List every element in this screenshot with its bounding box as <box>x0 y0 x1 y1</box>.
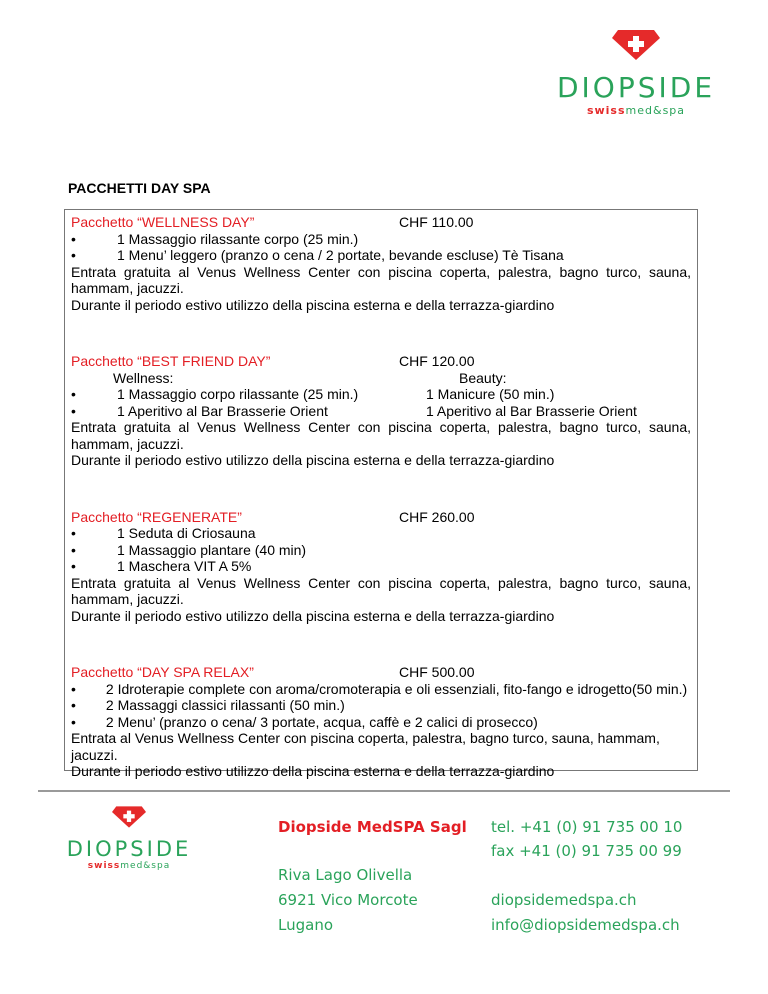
footer-region: Lugano <box>278 916 333 934</box>
package-title: Pacchetto “BEST FRIEND DAY” <box>71 353 271 369</box>
footer-street: Riva Lago Olivella <box>278 866 413 884</box>
brand-name: DIOPSIDE <box>556 71 716 104</box>
column-title-wellness: Wellness: <box>113 369 174 386</box>
logo-footer <box>64 806 194 871</box>
package-price: CHF 120.00 <box>399 353 475 369</box>
list-item: • 1 Massaggio plantare (40 min) <box>71 541 307 558</box>
swiss-cross-gem-icon <box>112 806 146 828</box>
package-price: CHF 110.00 <box>399 214 474 230</box>
package-day-spa-relax <box>71 664 691 780</box>
footer-fax: fax +41 (0) 91 735 00 99 <box>491 842 682 860</box>
list-item: • 1 Massaggio rilassante corpo (25 min.) <box>71 230 359 247</box>
package-summer: Durante il periodo estivo utilizzo della piscina esterna e della terrazza-giardino <box>71 763 555 779</box>
list-item: • 1 Maschera VIT A 5% <box>71 558 252 574</box>
logo-top <box>556 30 716 117</box>
list-item: • 1 Menu’ leggero (pranzo o cena / 2 portate, bevande escluse) Tè Tisana <box>71 247 564 263</box>
package-summer: Durante il periodo estivo utilizzo della piscina esterna e della terrazza-giardino <box>71 296 555 313</box>
list-item: • 1 Aperitivo al Bar Brasserie Orient 1 Aperitivo al Bar Brasserie Orient <box>71 402 637 419</box>
package-wellness-day <box>71 214 691 313</box>
package-title: Pacchetto “DAY SPA RELAX” <box>71 664 254 680</box>
packages-box <box>64 209 698 779</box>
list-item: • 1 Seduta di Criosauna <box>71 525 256 541</box>
brand-tagline: swissmed&spa <box>586 104 686 117</box>
package-entry: Entrata gratuita al Venus Wellness Center con piscina coperta, palestra, bagno turco, sauna, hammam, jacuzzi. <box>71 574 691 607</box>
list-item: • 1 Massaggio corpo rilassante (25 min.) 1 Manicure (50 min.) <box>71 386 555 402</box>
package-best-friend-day <box>71 353 691 469</box>
list-item: • 2 Massaggi classici rilassanti (50 min.) <box>71 697 345 713</box>
footer-divider <box>38 790 730 792</box>
footer-website-link[interactable]: diopsidemedspa.ch <box>491 891 637 909</box>
footer-city: 6921 Vico Morcote <box>278 891 418 909</box>
swiss-cross-gem-icon <box>612 30 660 60</box>
package-entry: Entrata gratuita al Venus Wellness Center con piscina coperta, palestra, bagno turco, sauna, hammam, jacuzzi. <box>71 419 691 452</box>
package-entry: Entrata al Venus Wellness Center con piscina coperta, palestra, bagno turco, sauna, hammam, jacuzzi. <box>71 730 660 763</box>
footer-email-link[interactable]: info@diopsidemedspa.ch <box>491 916 680 934</box>
package-price: CHF 500.00 <box>399 664 475 680</box>
brand-name: DIOPSIDE <box>66 837 192 861</box>
column-title-beauty: Beauty: <box>459 369 507 386</box>
footer-tel: tel. +41 (0) 91 735 00 10 <box>491 818 683 836</box>
package-summer: Durante il periodo estivo utilizzo della piscina esterna e della terrazza-giardino <box>71 607 555 624</box>
package-entry: Entrata gratuita al Venus Wellness Center con piscina coperta, palestra, bagno turco, sauna, hammam, jacuzzi. <box>71 263 691 296</box>
package-title: Pacchetto “REGENERATE” <box>71 508 242 525</box>
brand-tagline: swissmed&spa <box>87 861 171 871</box>
list-item: • 2 Idroterapie complete con aroma/cromoterapia e oli essenziali, fito-fango e idrogetto(50 min.) <box>71 680 688 697</box>
package-price: CHF 260.00 <box>399 508 475 525</box>
page-heading: PACCHETTI DAY SPA <box>68 180 211 196</box>
package-title: Pacchetto “WELLNESS DAY” <box>71 214 255 230</box>
list-item: • 2 Menu’ (pranzo o cena/ 3 portate, acqua, caffè e 2 calici di prosecco) <box>71 713 538 730</box>
package-summer: Durante il periodo estivo utilizzo della piscina esterna e della terrazza-giardino <box>71 452 555 468</box>
package-regenerate <box>71 509 691 625</box>
footer-company: Diopside MedSPA Sagl <box>278 818 467 836</box>
